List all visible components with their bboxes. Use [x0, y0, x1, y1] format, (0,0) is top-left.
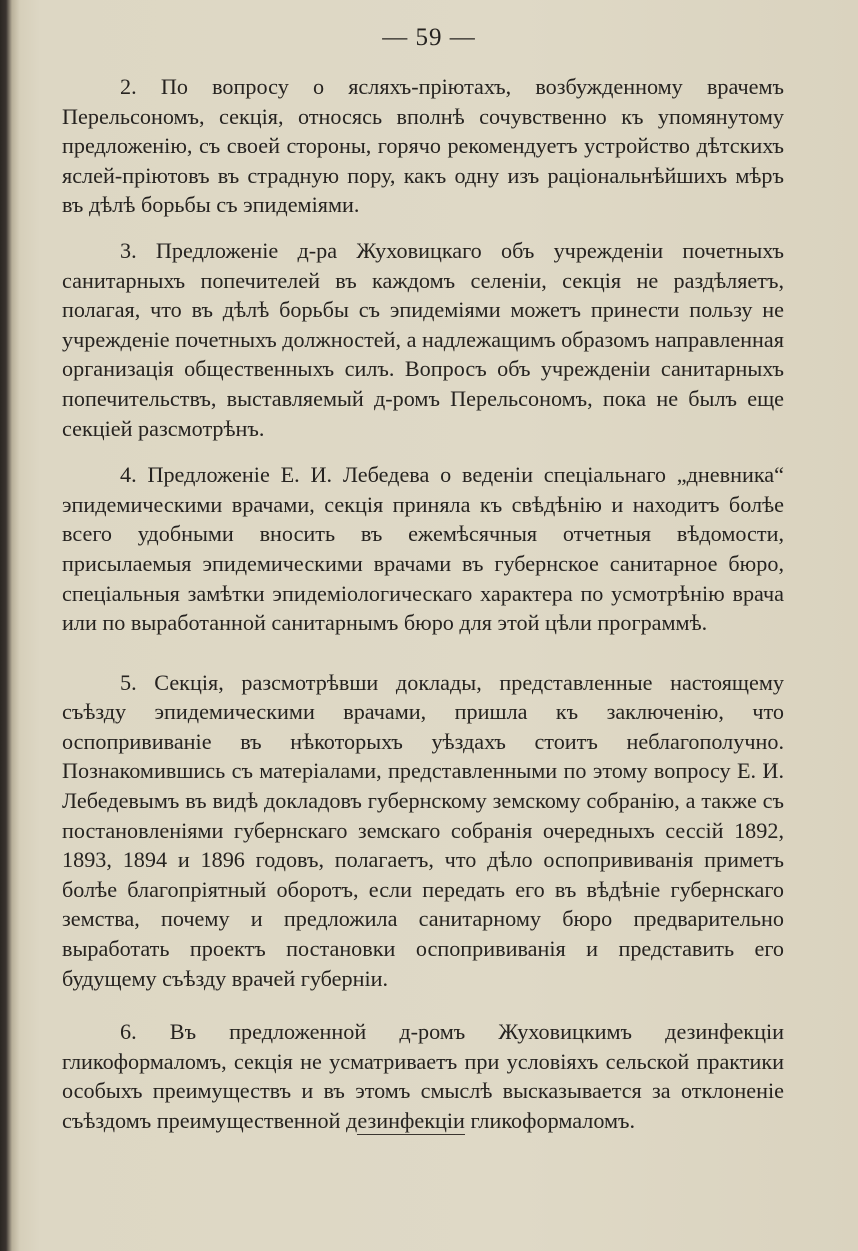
paragraph-3: 3. Предложеніе д-ра Жуховицкаго объ учрежденіи почетныхъ санитарныхъ попечителей въ каждомъ селеніи, секція не раздѣляетъ, полагая, что въ дѣлѣ борьбы съ эпидеміями можетъ принести пользу не учрежденіе почетныхъ должностей, а надлежащимъ образомъ направленная организація общественныхъ силъ. Вопросъ объ учрежденіи санитарныхъ попечительствъ, выставляемый д-ромъ Перельсономъ, пока не былъ еще секціей разсмотрѣнъ. — [62, 237, 784, 441]
page-body — [62, 72, 784, 1136]
paragraph-5: 5. Секція, разсмотрѣвши доклады, представленные настоящему съѣзду эпидемическими врачами, пришла къ заключенію, что оспопрививаніе въ нѣкоторыхъ уѣздахъ стоитъ неблагополучно. Познакомившись съ матеріалами, представленными по этому вопросу Е. И. Лебедевымъ въ видѣ докладовъ губернскому земскому собранію, а также съ постановленіями губернскаго земскаго собранія очередныхъ сессій 1892, 1893, 1894 и 1896 годовъ, полагаетъ, что дѣло оспопрививанія приметъ болѣе благопріятный оборотъ, если передать его въ вѣдѣніе губернскаго земства, почему и предложила санитарному бюро предварительно выработать проектъ постановки оспопрививанія и представить его будущему съѣзду врачей губерніи. — [62, 669, 784, 991]
closing-rule — [357, 1134, 465, 1135]
page-number: — 59 — — [382, 24, 476, 51]
paragraph-2: 2. По вопросу о ясляхъ-пріютахъ, возбужденному врачемъ Перельсономъ, секція, относясь вполнѣ сочувственно къ упомянутому предложенію, съ своей стороны, горячо рекомендуетъ устройство дѣтскихъ яслей-пріютовъ въ страдную пору, какъ одну изъ раціональнѣйшихъ мѣръ въ дѣлѣ борьбы съ эпидеміями. — [62, 74, 784, 218]
paragraph-6: 6. Въ предложенной д-ромъ Жуховицкимъ дезинфекціи гликоформаломъ, секція не усматриваетъ при условіяхъ сельской практики особыхъ преимуществъ и въ этомъ смыслѣ высказывается за отклоненіе съѣздомъ преимущественной дезинфекціи гликоформаломъ. — [62, 1019, 784, 1133]
paragraph-4: 4. Предложеніе Е. И. Лебедева о веденіи спеціальнаго „дневника“ эпидемическими врачами, секція приняла къ свѣдѣнію и находитъ болѣе всего удобными вносить въ ежемѣсячныя отчетныя вѣдомости, присылаемыя эпидемическими врачами въ губернское санитарное бюро, спеціальныя замѣтки эпидеміологическаго характера по усмотрѣнію врача или по выработанной санитарнымъ бюро для этой цѣли программѣ. — [62, 462, 784, 636]
